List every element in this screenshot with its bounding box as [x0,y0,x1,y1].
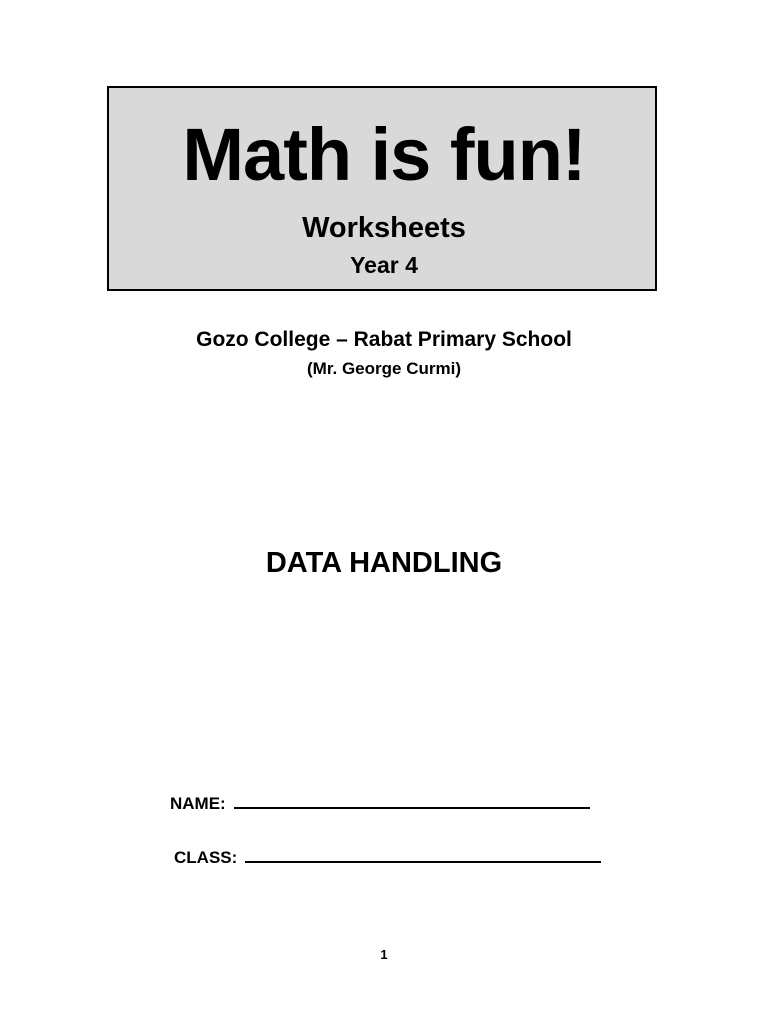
class-label: CLASS: [174,848,238,867]
name-field-row [170,792,590,816]
class-blank-line[interactable] [245,847,601,863]
worksheet-title: Math is fun! [182,113,586,196]
page-number: 1 [380,947,388,962]
teacher-name: (Mr. George Curmi) [307,359,461,378]
name-blank-line[interactable] [234,793,590,809]
topic-heading: DATA HANDLING [265,547,503,579]
year-level: Year 4 [350,252,418,278]
name-label: NAME: [170,794,226,813]
worksheet-subtitle: Worksheets [302,212,466,244]
class-field-row [174,846,601,870]
school-name: Gozo College – Rabat Primary School [196,328,572,351]
